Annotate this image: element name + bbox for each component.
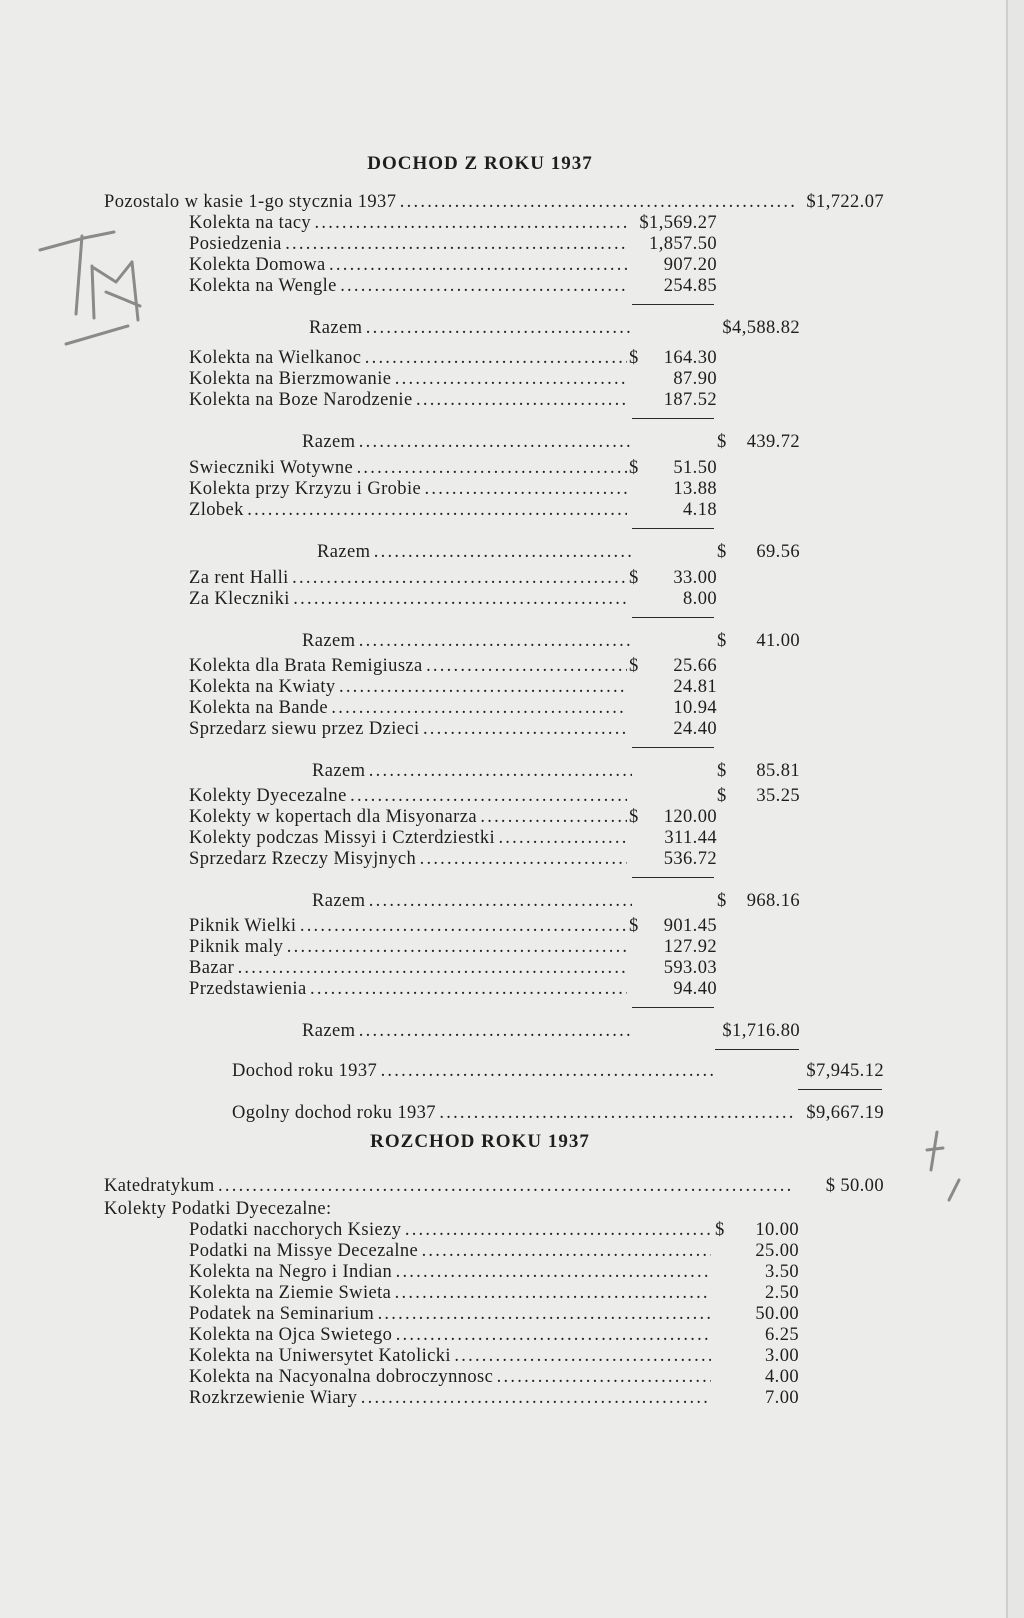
diocesan-row — [189, 785, 800, 807]
pencil-mark-icon — [36, 222, 156, 352]
ledger-label: Podatki na Missye Decezalne . . . — [189, 1240, 711, 1262]
ledger-label: Kolekta na Uniwersytet Katolicki . . . — [189, 1345, 711, 1367]
currency-sign: $ — [717, 631, 727, 651]
ledger-amount: 311.44 — [664, 828, 717, 848]
ledger-amount: $1,716.80 — [722, 1021, 800, 1041]
ledger-row — [189, 567, 717, 589]
income-heading: DOCHOD Z ROKU 1937 — [367, 153, 593, 174]
ledger-amount: 10.94 — [673, 698, 717, 718]
ledger-label: Piknik Wielki . . . — [189, 915, 627, 937]
ledger-amount: 907.20 — [663, 255, 717, 275]
ledger-amount: 51.50 — [673, 458, 717, 478]
ledger-amount: 10.00 — [755, 1220, 799, 1240]
ledger-row — [189, 915, 717, 937]
ledger-label: Posiedzenia . . . — [189, 233, 627, 255]
total-rule — [715, 1049, 799, 1050]
ledger-amount: 13.88 — [673, 479, 717, 499]
ledger-amount: 254.85 — [663, 276, 717, 296]
ledger-label: Swieczniki Wotywne . . . — [189, 457, 627, 479]
ledger-label: Kolekta na Wielkanoc . . . — [189, 347, 627, 369]
ledger-label: Kolekta na Ojca Swietego . . . — [189, 1324, 711, 1346]
ledger-label: Kolekta przy Krzyzu i Grobie . . . — [189, 478, 627, 500]
ledger-row — [189, 697, 717, 719]
ledger-row — [189, 457, 717, 479]
ledger-row — [189, 1282, 799, 1304]
currency-sign: $ — [629, 656, 639, 676]
subtotal-rule — [632, 617, 714, 618]
opening-balance-row — [104, 191, 884, 213]
ledger-row — [189, 389, 717, 411]
ledger-amount: 24.40 — [673, 719, 717, 739]
subtotal-rule — [632, 747, 714, 748]
ledger-row — [189, 1366, 799, 1388]
ledger-row — [189, 588, 717, 610]
ledger-row — [189, 1261, 799, 1283]
ledger-amount: $ 50.00 — [825, 1176, 884, 1196]
razem-row — [302, 630, 800, 652]
ledger-label: Kolekta na tacy . . . — [189, 212, 627, 234]
ledger-amount: 593.03 — [663, 958, 717, 978]
ledger-label: Kolekta na Bande . . . — [189, 697, 627, 719]
ledger-row — [189, 978, 717, 1000]
ledger-row — [189, 233, 717, 255]
ledger-label: Kolekty podczas Missyi i Czterdziestki . . . — [189, 827, 627, 849]
ledger-row — [189, 1303, 799, 1325]
ledger-label: Kolekta Domowa . . . — [189, 254, 627, 276]
ledger-amount: 94.40 — [673, 979, 717, 999]
razem-row — [302, 1020, 800, 1042]
ledger-label: Ogolny dochod roku 1937 . . . — [232, 1102, 794, 1124]
ledger-row — [189, 848, 717, 870]
ledger-row — [189, 254, 717, 276]
razem-row — [302, 431, 800, 453]
ledger-label: Za Kleczniki . . . — [189, 588, 627, 610]
ledger-amount: 3.50 — [765, 1262, 799, 1282]
ledger-amount: 25.00 — [755, 1241, 799, 1261]
razem-row — [309, 317, 800, 339]
currency-sign: $ — [629, 807, 639, 827]
ledger-label: Dochod roku 1937 . . . — [232, 1060, 717, 1082]
ledger-row — [189, 368, 717, 390]
ledger-amount: $1,569.27 — [639, 213, 717, 233]
ledger-label: Katedratykum . . . — [104, 1175, 794, 1197]
ledger-amount: 901.45 — [663, 916, 717, 936]
ledger-label: Podatek na Seminarium . . . — [189, 1303, 711, 1325]
ledger-label: Bazar . . . — [189, 957, 627, 979]
ledger-row — [189, 1345, 799, 1367]
cathedraticum-row — [104, 1175, 884, 1197]
ledger-row — [189, 1240, 799, 1262]
ledger-amount: 25.66 — [673, 656, 717, 676]
year-income-row — [232, 1060, 884, 1082]
ledger-row — [189, 1387, 799, 1409]
currency-sign: $ — [717, 432, 727, 452]
taxes-heading-row — [104, 1198, 504, 1220]
ledger-row — [189, 478, 717, 500]
currency-sign: $ — [717, 542, 727, 562]
ledger-amount: 1,857.50 — [649, 234, 717, 254]
ledger-label: Kolekta na Wengle . . . — [189, 275, 627, 297]
ledger-row — [189, 676, 717, 698]
ledger-label: Kolekty Dyecezalne . . . — [189, 785, 627, 807]
ledger-subheading: Kolekty Podatki Dyecezalne: — [104, 1199, 332, 1219]
ledger-label: Razem . . . — [309, 317, 632, 339]
ledger-amount: 164.30 — [663, 348, 717, 368]
subtotal-rule — [632, 877, 714, 878]
ledger-label: Razem . . . — [302, 1020, 632, 1042]
ledger-amount: 50.00 — [755, 1304, 799, 1324]
razem-row — [312, 760, 800, 782]
ledger-amount: 3.00 — [765, 1346, 799, 1366]
ledger-amount: $7,945.12 — [806, 1061, 884, 1081]
ledger-row — [189, 655, 717, 677]
ledger-amount: 127.92 — [663, 937, 717, 957]
ledger-amount: 24.81 — [673, 677, 717, 697]
ledger-label: Razem . . . — [302, 630, 632, 652]
grand-total-row — [232, 1102, 884, 1124]
ledger-label: Kolekta dla Brata Remigiusza . . . — [189, 655, 627, 677]
subtotal-rule — [632, 304, 714, 305]
expenses-heading: ROZCHOD ROKU 1937 — [370, 1131, 590, 1152]
ledger-row — [189, 212, 717, 234]
ledger-amount: $1,722.07 — [806, 192, 884, 212]
ledger-amount: 41.00 — [756, 631, 800, 651]
ledger-label: Podatki nacchorych Ksiezy . . . — [189, 1219, 711, 1241]
ledger-row — [189, 499, 717, 521]
ledger-label: Kolekta na Bierzmowanie . . . — [189, 368, 627, 390]
ledger-label: Kolekta na Nacyonalna dobroczynnosc . . . — [189, 1366, 711, 1388]
ledger-row — [189, 275, 717, 297]
ledger-row — [189, 827, 717, 849]
currency-sign: $ — [717, 761, 727, 781]
ledger-row — [189, 347, 717, 369]
currency-sign: $ — [629, 458, 639, 478]
subtotal-rule — [632, 528, 714, 529]
ledger-amount: 187.52 — [663, 390, 717, 410]
razem-row — [317, 541, 800, 563]
ledger-label: Razem . . . — [312, 890, 632, 912]
ledger-amount: 7.00 — [765, 1388, 799, 1408]
currency-sign: $ — [629, 568, 639, 588]
ledger-amount: 120.00 — [663, 807, 717, 827]
ledger-label: Sprzedarz Rzeczy Misyjnych . . . — [189, 848, 627, 870]
ledger-amount: 33.00 — [673, 568, 717, 588]
ledger-amount: 6.25 — [765, 1325, 799, 1345]
currency-sign: $ — [629, 916, 639, 936]
ledger-label: Sprzedarz siewu przez Dzieci . . . — [189, 718, 627, 740]
ledger-label: Kolekty w kopertach dla Misyonarza . . . — [189, 806, 627, 828]
ledger-label: Kolekta na Ziemie Swieta . . . — [189, 1282, 711, 1304]
ledger-amount: 8.00 — [683, 589, 717, 609]
total-rule — [798, 1089, 882, 1090]
ledger-label: Kolekta na Kwiaty . . . — [189, 676, 627, 698]
ledger-amount: 2.50 — [765, 1283, 799, 1303]
ledger-row — [189, 806, 717, 828]
ledger-label: Kolekta na Boze Narodzenie . . . — [189, 389, 627, 411]
currency-sign: $ — [629, 348, 639, 368]
subtotal-rule — [632, 1007, 714, 1008]
ledger-row — [189, 936, 717, 958]
ledger-label: Pozostalo w kasie 1-go stycznia 1937 . . . — [104, 191, 794, 213]
pencil-tick-icon — [925, 1130, 975, 1210]
ledger-label: Razem . . . — [312, 760, 632, 782]
ledger-label: Piknik maly . . . — [189, 936, 627, 958]
ledger-label: Przedstawienia . . . — [189, 978, 627, 1000]
ledger-amount: $9,667.19 — [806, 1103, 884, 1123]
currency-sign: $ — [717, 891, 727, 911]
ledger-amount: 87.90 — [673, 369, 717, 389]
currency-sign: $ — [717, 786, 727, 806]
subtotal-rule — [632, 418, 714, 419]
ledger-amount: 4.00 — [765, 1367, 799, 1387]
ledger-amount: 35.25 — [756, 786, 800, 806]
ledger-amount: 439.72 — [746, 432, 800, 452]
ledger-row — [189, 1324, 799, 1346]
ledger-label: Rozkrzewienie Wiary . . . — [189, 1387, 711, 1409]
ledger-amount: 85.81 — [756, 761, 800, 781]
ledger-amount: $4,588.82 — [722, 318, 800, 338]
ledger-amount: 968.16 — [746, 891, 800, 911]
ledger-amount: 4.18 — [683, 500, 717, 520]
ledger-label: Za rent Halli . . . — [189, 567, 627, 589]
ledger-label: Razem . . . — [302, 431, 632, 453]
ledger-label: Kolekta na Negro i Indian . . . — [189, 1261, 711, 1283]
ledger-label: Zlobek . . . — [189, 499, 627, 521]
ledger-amount: 69.56 — [756, 542, 800, 562]
razem-row — [312, 890, 800, 912]
currency-sign: $ — [715, 1220, 725, 1240]
ledger-amount: 536.72 — [663, 849, 717, 869]
ledger-row — [189, 718, 717, 740]
ledger-label: Razem . . . — [317, 541, 632, 563]
ledger-row — [189, 957, 717, 979]
ledger-row — [189, 1219, 799, 1241]
